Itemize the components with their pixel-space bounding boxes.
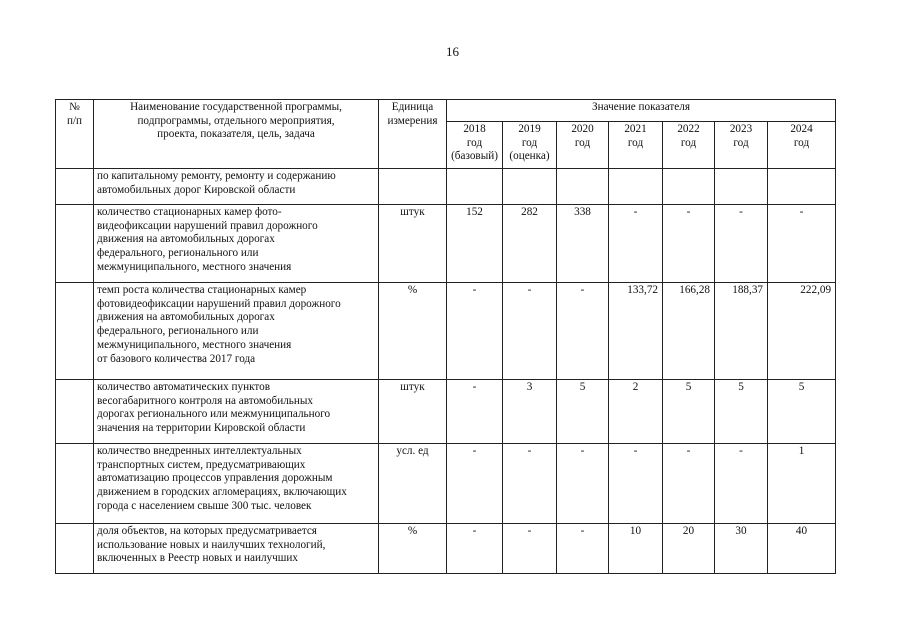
cell-value: - <box>447 283 503 380</box>
cell-value: - <box>609 205 663 283</box>
cell-value: - <box>768 205 836 283</box>
cell-name: количество автоматических пунктов весогабаритного контроля на автомобильных дорогах регионального или межмуниципального значения на территории Кировской области <box>94 380 379 444</box>
cell-value: - <box>715 444 768 524</box>
cell-name: доля объектов, на которых предусматривается использование новых и наилучших технологий, включенных в Реестр новых и наилучших <box>94 524 379 574</box>
cell-name: темп роста количества стационарных камер фотовидеофиксации нарушений правил дорожного движения на автомобильных дорогах федерального, регионального или межмуниципального, местного значения от базового количества 2017 года <box>94 283 379 380</box>
cell-value: - <box>447 380 503 444</box>
cell-value <box>663 169 715 205</box>
cell-value: 152 <box>447 205 503 283</box>
header-year: 2021 год <box>609 122 663 169</box>
cell-num <box>56 169 94 205</box>
cell-value: - <box>663 205 715 283</box>
cell-value <box>503 169 557 205</box>
cell-value: - <box>557 524 609 574</box>
cell-unit: штук <box>379 205 447 283</box>
cell-value: 10 <box>609 524 663 574</box>
cell-value: - <box>503 444 557 524</box>
cell-unit: % <box>379 524 447 574</box>
cell-value: 1 <box>768 444 836 524</box>
cell-value <box>609 169 663 205</box>
cell-value: - <box>503 283 557 380</box>
cell-num <box>56 524 94 574</box>
cell-num <box>56 205 94 283</box>
cell-num <box>56 444 94 524</box>
cell-value <box>768 169 836 205</box>
header-year: 2018 год (базовый) <box>447 122 503 169</box>
cell-value: 30 <box>715 524 768 574</box>
cell-unit: % <box>379 283 447 380</box>
header-name: Наименование государственной программы, подпрограммы, отдельного мероприятия, проекта, показателя, цель, задача <box>94 100 379 169</box>
cell-name: по капитальному ремонту, ремонту и содержанию автомобильных дорог Кировской области <box>94 169 379 205</box>
cell-value: - <box>447 524 503 574</box>
cell-value: - <box>715 205 768 283</box>
cell-value: 338 <box>557 205 609 283</box>
cell-unit: усл. ед <box>379 444 447 524</box>
header-year: 2024 год <box>768 122 836 169</box>
page-number: 16 <box>446 44 459 59</box>
cell-value: 5 <box>768 380 836 444</box>
header-row-1 <box>56 100 836 122</box>
header-year: 2023 год <box>715 122 768 169</box>
cell-unit: штук <box>379 380 447 444</box>
table-row <box>56 524 836 574</box>
header-year: 2019 год (оценка) <box>503 122 557 169</box>
cell-value: 188,37 <box>715 283 768 380</box>
cell-value: - <box>557 283 609 380</box>
header-year: 2022 год <box>663 122 715 169</box>
cell-value: - <box>609 444 663 524</box>
cell-value: 40 <box>768 524 836 574</box>
table-row <box>56 283 836 380</box>
cell-value: 166,28 <box>663 283 715 380</box>
indicator-table <box>55 99 836 574</box>
cell-value: 20 <box>663 524 715 574</box>
cell-value: 3 <box>503 380 557 444</box>
table-row <box>56 169 836 205</box>
cell-value: 2 <box>609 380 663 444</box>
cell-unit <box>379 169 447 205</box>
cell-value <box>447 169 503 205</box>
cell-num <box>56 283 94 380</box>
cell-value: 133,72 <box>609 283 663 380</box>
header-num: № п/п <box>56 100 94 169</box>
cell-value: 222,09 <box>768 283 836 380</box>
cell-name: количество внедренных интеллектуальных транспортных систем, предусматривающих автоматизацию процессов управления дорожным движением в городских агломерациях, включающих города с населением свыше 300 тыс. человек <box>94 444 379 524</box>
cell-value: 5 <box>557 380 609 444</box>
cell-value <box>715 169 768 205</box>
cell-value: 5 <box>715 380 768 444</box>
cell-value: - <box>447 444 503 524</box>
cell-value: 5 <box>663 380 715 444</box>
cell-value: 282 <box>503 205 557 283</box>
cell-value: - <box>663 444 715 524</box>
header-value: Значение показателя <box>447 100 836 122</box>
cell-num <box>56 380 94 444</box>
header-year: 2020 год <box>557 122 609 169</box>
cell-name: количество стационарных камер фото- видеофиксации нарушений правил дорожного движения на автомобильных дорогах федерального, регионального или межмуниципального, местного значения <box>94 205 379 283</box>
cell-value: - <box>557 444 609 524</box>
header-unit: Единица измерения <box>379 100 447 169</box>
table-row <box>56 380 836 444</box>
cell-value: - <box>503 524 557 574</box>
cell-value <box>557 169 609 205</box>
table-row <box>56 444 836 524</box>
table-row <box>56 205 836 283</box>
